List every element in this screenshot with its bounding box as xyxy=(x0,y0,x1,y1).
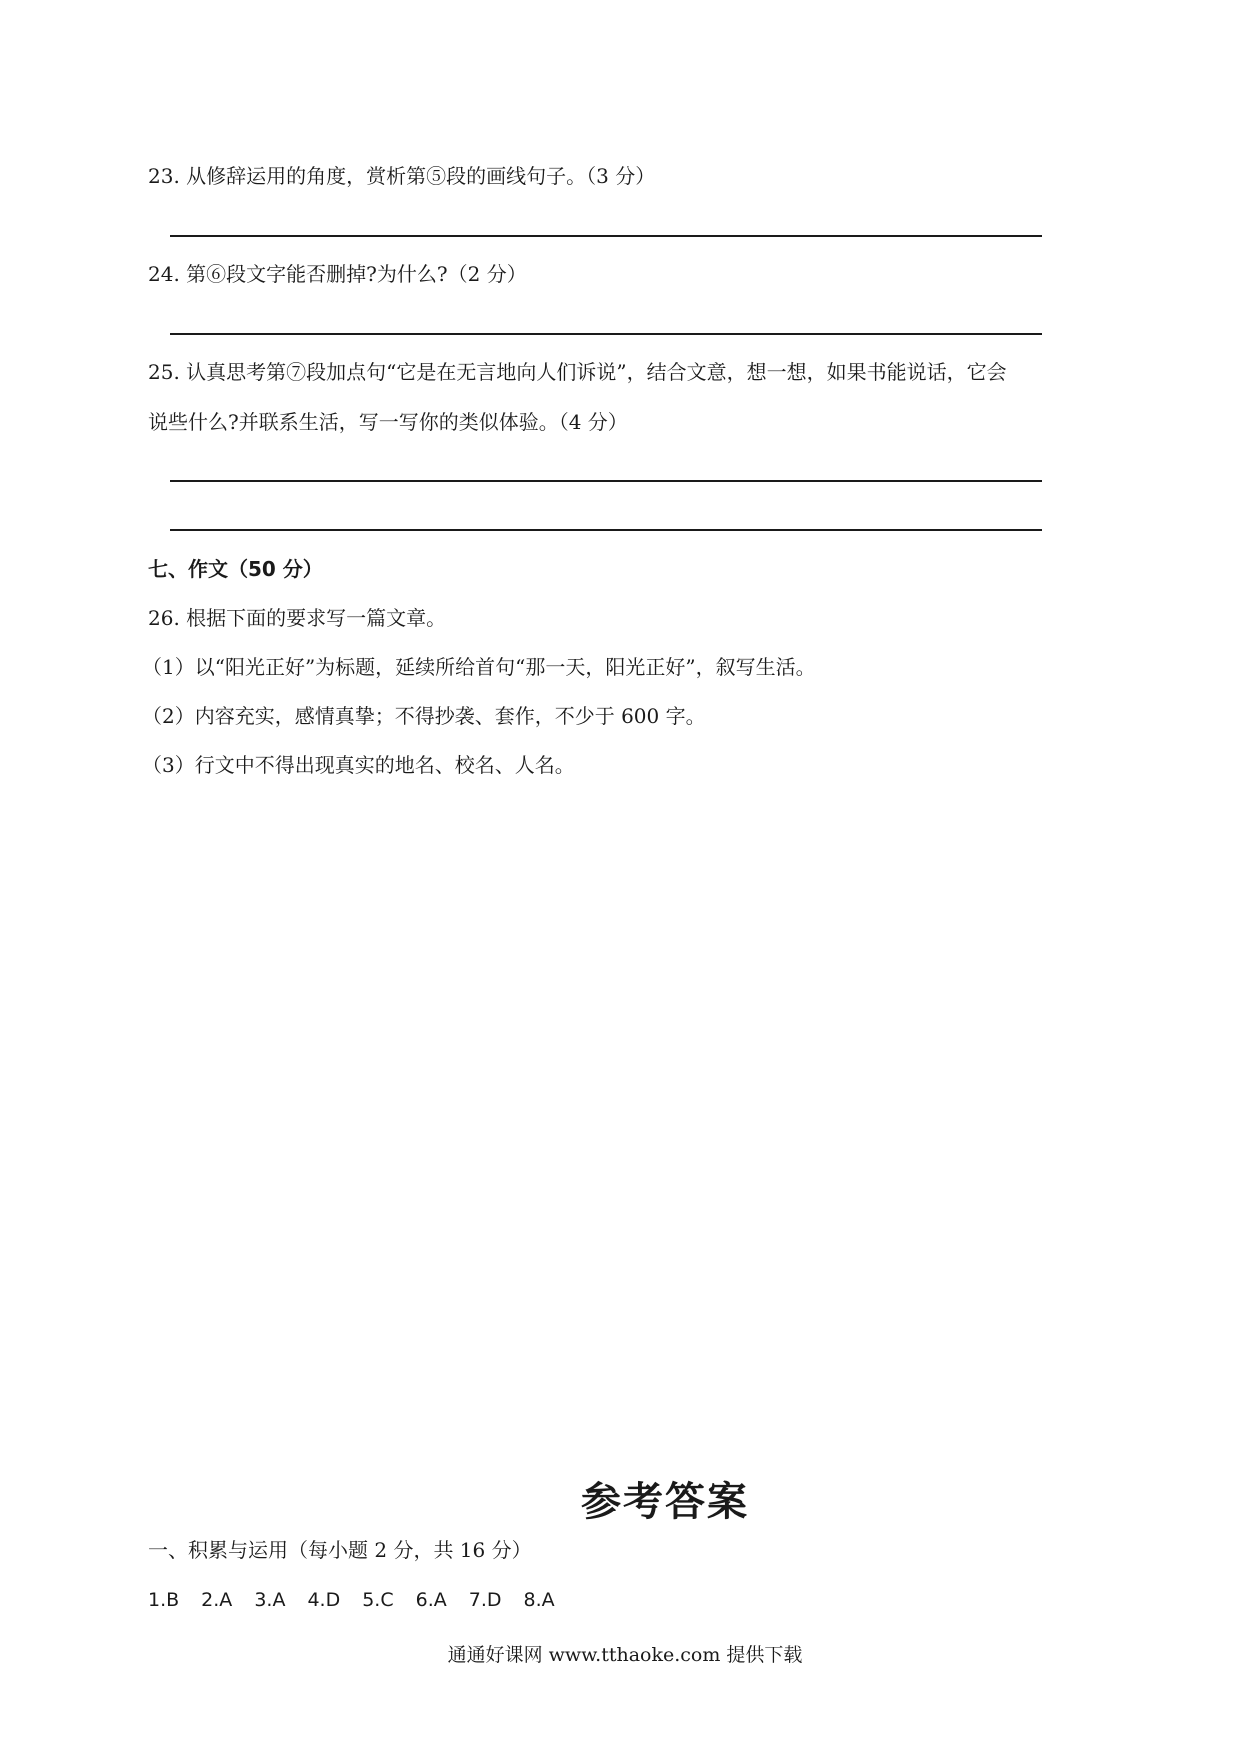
footer-source: 通通好课网 www.tthaoke.com 提供下载 xyxy=(447,1644,803,1666)
answer-list xyxy=(148,1585,577,1614)
answer-section-1-heading: 一、积累与运用（每小题 2 分，共 16 分） xyxy=(148,1538,532,1562)
question-24: 24. 第⑥段文字能否删掉?为什么?（2 分） xyxy=(148,262,527,286)
composition-heading: 七、作文（50 分） xyxy=(148,557,323,581)
answer-key-title: 参考答案 xyxy=(581,1479,749,1525)
answer-line-25a xyxy=(170,480,1042,482)
answer-item: 1.B xyxy=(148,1589,180,1611)
question-23: 23. 从修辞运用的角度，赏析第⑤段的画线句子。（3 分） xyxy=(148,164,656,188)
answer-item: 3.A xyxy=(254,1589,286,1611)
requirement-1: （1）以“阳光正好”为标题，延续所给首句“那一天，阳光正好”，叙写生活。 xyxy=(142,655,816,679)
answer-item: 7.D xyxy=(468,1589,502,1611)
answer-item: 4.D xyxy=(307,1589,341,1611)
question-26: 26. 根据下面的要求写一篇文章。 xyxy=(148,606,447,630)
answer-item: 6.A xyxy=(415,1589,447,1611)
requirement-2: （2）内容充实，感情真挚；不得抄袭、套作，不少于 600 字。 xyxy=(142,704,706,728)
answer-item: 2.A xyxy=(201,1589,233,1611)
answer-item: 8.A xyxy=(523,1589,555,1611)
answer-line-25b xyxy=(170,529,1042,531)
answer-item: 5.C xyxy=(362,1589,394,1611)
answer-line-23 xyxy=(170,235,1042,237)
question-25-line-1: 25. 认真思考第⑦段加点句“它是在无言地向人们诉说”，结合文意，想一想，如果书能说话，它会 xyxy=(148,360,1007,384)
question-25-line-2: 说些什么?并联系生活，写一写你的类似体验。（4 分） xyxy=(148,410,628,434)
answer-line-24 xyxy=(170,333,1042,335)
requirement-3: （3）行文中不得出现真实的地名、校名、人名。 xyxy=(142,753,575,777)
